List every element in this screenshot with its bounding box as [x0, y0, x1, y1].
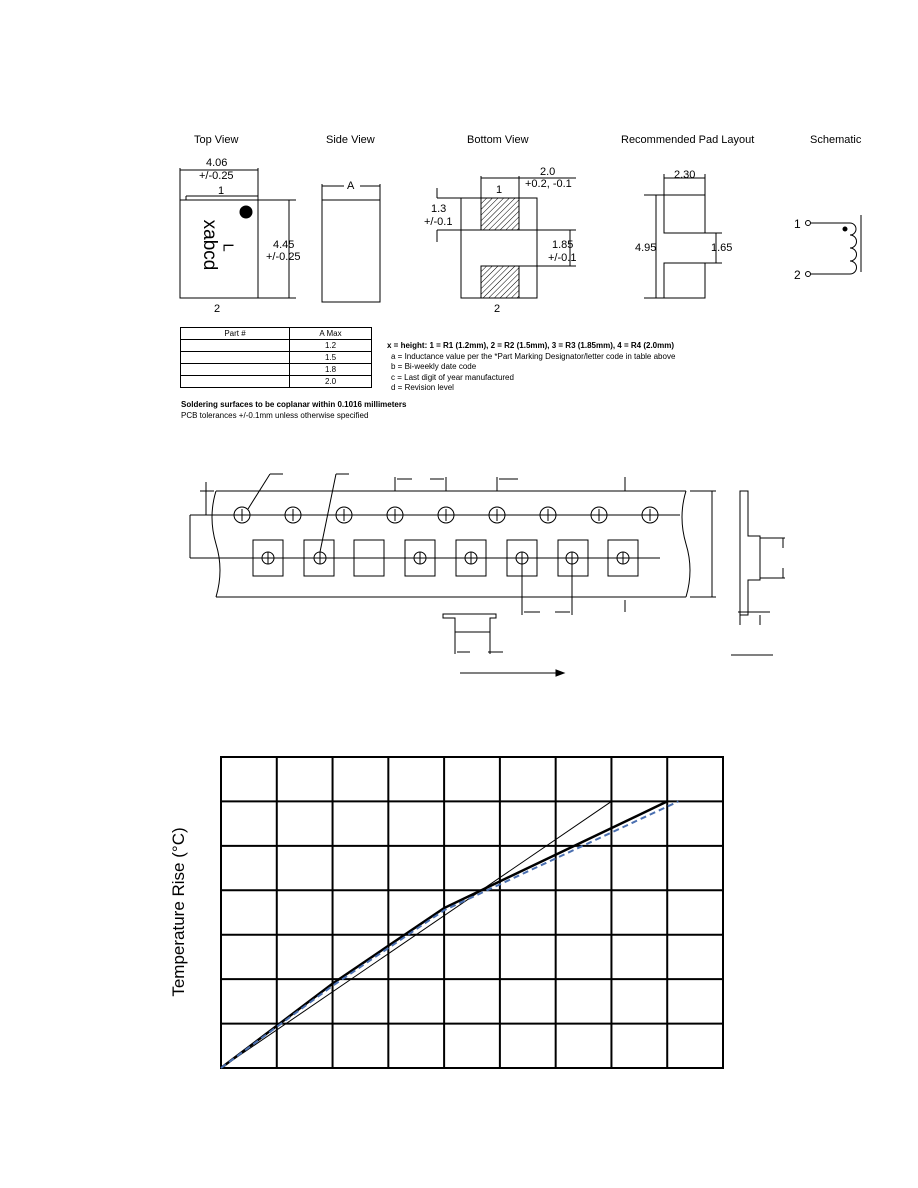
- pad-gap-dim: 1.65: [711, 242, 733, 254]
- bottom-view-title: Bottom View: [467, 134, 529, 146]
- schematic-pin1: 1: [794, 217, 801, 231]
- side-view-drawing: [322, 184, 380, 302]
- temperature-chart: [221, 757, 723, 1068]
- bottom-gap-tol: +/-0.1: [548, 252, 577, 264]
- part-number-header: Part #: [181, 328, 290, 340]
- top-pin1-label: 1: [218, 185, 225, 197]
- a-max-cell: 1.2: [290, 340, 372, 352]
- footnote-tolerance: PCB tolerances +/-0.1mm unless otherwise specified: [181, 411, 369, 420]
- bottom-gap-dim: 1.85: [552, 239, 574, 251]
- top-view-drawing: [180, 168, 296, 298]
- pad-width-dim: 2.30: [674, 169, 696, 181]
- footnote-coplanar: Soldering surfaces to be coplanar within 0.1016 millimeters: [181, 400, 407, 409]
- pad-total-dim: 4.95: [635, 242, 657, 254]
- chart-frame: [221, 757, 723, 1068]
- pad-layout-title: Recommended Pad Layout: [621, 134, 755, 146]
- top-marking-letter: L: [219, 243, 237, 252]
- bottom-pin2-label: 2: [494, 303, 501, 315]
- top-height-tol: +/-0.25: [266, 251, 301, 263]
- a-max-cell: 2.0: [290, 376, 372, 388]
- schematic-title: Schematic: [810, 134, 862, 146]
- note-inductance: a = Inductance value per the *Part Marking Designator/letter code in table above: [391, 352, 676, 361]
- side-view-title: Side View: [326, 134, 375, 146]
- side-a-dim: A: [347, 180, 355, 192]
- top-width-tol: +/-0.25: [199, 170, 234, 182]
- top-pin2-label: 2: [214, 303, 221, 315]
- top-view-title: Top View: [194, 134, 239, 146]
- note-year: c = Last digit of year manufactured: [391, 373, 514, 382]
- bottom-view-drawing: [437, 176, 576, 298]
- bottom-pad-h-dim: 1.3: [431, 203, 447, 215]
- bottom-width-dim: 2.0: [540, 166, 556, 178]
- top-width-dim: 4.06: [206, 157, 228, 169]
- pad-layout-drawing: [644, 174, 722, 298]
- schematic-drawing: [806, 215, 862, 277]
- a-max-cell: 1.8: [290, 364, 372, 376]
- a-max-header: A Max: [290, 328, 372, 340]
- chart-y-axis-label: Temperature Rise (°C): [169, 827, 188, 997]
- top-marking-text: xabcd: [199, 219, 220, 271]
- note-date-code: b = Bi-weekly date code: [391, 362, 477, 371]
- note-height: x = height: 1 = R1 (1.2mm), 2 = R2 (1.5mm), 3 = R3 (1.85mm), 4 = R4 (2.0mm): [387, 341, 674, 350]
- bottom-pin1-label: 1: [496, 184, 503, 196]
- top-height-dim: 4.45: [273, 239, 295, 251]
- bottom-width-tol: +0.2, -0.1: [525, 178, 572, 190]
- schematic-pin2: 2: [794, 268, 801, 282]
- bottom-pad-h-tol: +/-0.1: [424, 216, 453, 228]
- note-revision: d = Revision level: [391, 383, 454, 392]
- sprocket-holes: [234, 507, 658, 523]
- tape-drawing: [190, 474, 785, 676]
- a-max-cell: 1.5: [290, 352, 372, 364]
- pin1-dot: [240, 206, 252, 218]
